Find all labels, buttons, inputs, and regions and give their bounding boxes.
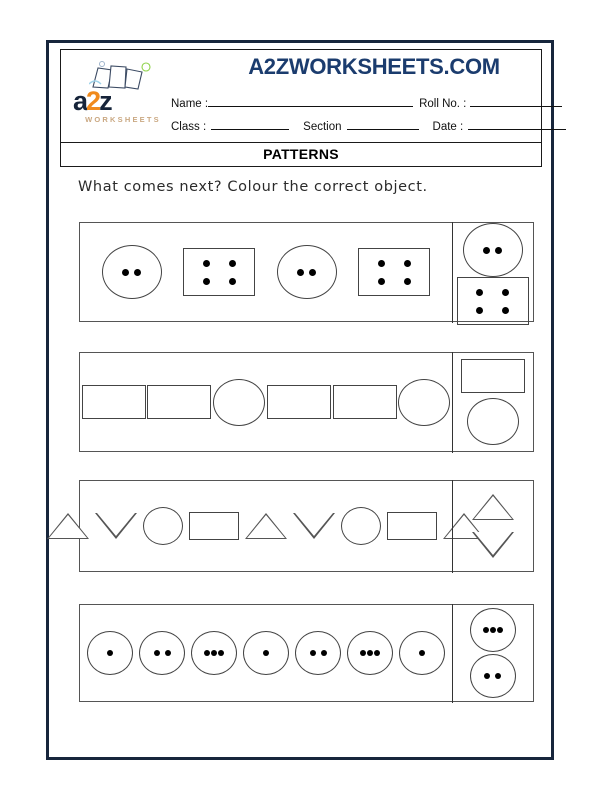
dot-group (204, 650, 225, 656)
pattern-dot (378, 278, 385, 285)
dot-group (359, 249, 429, 295)
pattern-row (79, 480, 534, 572)
dot-group (360, 650, 381, 656)
pattern-circle (191, 631, 237, 675)
answer-options (452, 223, 533, 321)
dot-group (263, 650, 269, 656)
pattern-dot (404, 278, 411, 285)
dot-group (458, 278, 528, 324)
pattern-circle (143, 507, 183, 545)
pattern-rectangle (82, 385, 146, 419)
pattern-dot (374, 650, 380, 656)
answer-options (452, 605, 533, 701)
pattern-triangle-up (47, 513, 89, 539)
pattern-circle (399, 631, 445, 675)
pattern-triangle-down[interactable] (472, 532, 514, 558)
dot-group (419, 650, 425, 656)
pattern-dot (218, 650, 224, 656)
pattern-circle (139, 631, 185, 675)
name-label: Name : (171, 98, 209, 110)
pattern-dot (483, 627, 489, 633)
pattern-rectangle[interactable] (457, 277, 529, 325)
dot-group (184, 249, 254, 295)
pattern-sequence (80, 353, 452, 451)
pattern-dot (367, 650, 373, 656)
worksheet-header (60, 49, 542, 143)
dot-group (482, 673, 504, 679)
pattern-sequence (80, 481, 452, 571)
pattern-dot (203, 260, 210, 267)
pattern-dot (154, 650, 160, 656)
pattern-rectangle (333, 385, 397, 419)
name-input-line[interactable] (208, 94, 413, 107)
pattern-dot (165, 650, 171, 656)
pattern-dot (476, 289, 483, 296)
pattern-dot (134, 269, 141, 276)
dot-group (120, 269, 144, 276)
pattern-circle (102, 245, 162, 299)
pattern-dot (483, 247, 490, 254)
site-title: A2ZWORKSHEETS.COM (248, 54, 500, 79)
name-roll-row (171, 94, 541, 116)
worksheet-page (46, 40, 554, 760)
pattern-circle (347, 631, 393, 675)
pattern-dot (404, 260, 411, 267)
page-title: PATTERNS (263, 146, 339, 162)
pattern-circle (243, 631, 289, 675)
worksheet-title-bar (60, 142, 542, 167)
dot-group (295, 269, 319, 276)
a2z-logo (67, 60, 175, 134)
pattern-dot (495, 247, 502, 254)
pattern-rectangle (189, 512, 239, 540)
pattern-rectangle[interactable] (461, 359, 525, 393)
dot-group (107, 650, 113, 656)
pattern-circle (87, 631, 133, 675)
worksheet-sheet (52, 46, 550, 756)
class-section-date-row (171, 117, 541, 139)
pattern-triangle-up (245, 513, 287, 539)
pattern-circle[interactable] (463, 223, 523, 277)
pattern-dot (502, 307, 509, 314)
pattern-circle[interactable] (467, 398, 519, 445)
dot-group (307, 650, 329, 656)
pattern-dot (211, 650, 217, 656)
pattern-rectangle (183, 248, 255, 296)
pattern-dot (297, 269, 304, 276)
pattern-circle (277, 245, 337, 299)
dot-group (481, 247, 505, 254)
answer-options (452, 353, 533, 451)
dot-group (482, 627, 503, 633)
pattern-dot (309, 269, 316, 276)
instruction-text: What comes next? Colour the correct object. (78, 179, 428, 195)
pattern-rectangle (358, 248, 430, 296)
pattern-circle (213, 379, 265, 426)
pattern-dot (229, 278, 236, 285)
pattern-sequence (80, 605, 452, 701)
pattern-dot (476, 307, 483, 314)
pattern-dot (490, 627, 496, 633)
pattern-dot (378, 260, 385, 267)
pattern-sequence (80, 223, 452, 321)
section-label: Section (303, 121, 342, 133)
pattern-dot (107, 650, 113, 656)
pattern-dot (495, 673, 501, 679)
class-input-line[interactable] (211, 117, 289, 130)
pattern-row (79, 604, 534, 702)
pattern-dot (203, 278, 210, 285)
pattern-row (79, 352, 534, 452)
roll-input-line[interactable] (470, 94, 562, 107)
logo-letter-z: z (99, 86, 111, 116)
logo-wordmark (73, 88, 173, 115)
pattern-circle[interactable] (470, 608, 516, 652)
pattern-dot (321, 650, 327, 656)
pattern-circle (398, 379, 450, 426)
pattern-circle (341, 507, 381, 545)
date-input-line[interactable] (468, 117, 566, 130)
pattern-rectangle (387, 512, 437, 540)
pattern-dot (310, 650, 316, 656)
roll-label: Roll No. : (419, 98, 467, 110)
pattern-dot (263, 650, 269, 656)
pattern-circle[interactable] (470, 654, 516, 698)
class-label: Class : (171, 121, 207, 133)
pattern-rectangle (147, 385, 211, 419)
pattern-dot (484, 673, 490, 679)
pattern-triangle-up[interactable] (472, 494, 514, 520)
pattern-dot (204, 650, 210, 656)
section-input-line[interactable] (347, 117, 419, 130)
dot-group (151, 650, 173, 656)
pattern-dot (497, 627, 503, 633)
pattern-triangle-down (293, 513, 335, 539)
logo-subtitle: WORKSHEETS (85, 115, 161, 124)
date-label: Date : (432, 121, 464, 133)
pattern-dot (360, 650, 366, 656)
answer-options (452, 481, 533, 571)
pattern-circle (295, 631, 341, 675)
pattern-row (79, 222, 534, 322)
pattern-dot (502, 289, 509, 296)
pattern-dot (229, 260, 236, 267)
pattern-rectangle (267, 385, 331, 419)
pattern-dot (122, 269, 129, 276)
pattern-triangle-down (95, 513, 137, 539)
logo-letter-a: a (73, 86, 87, 116)
pattern-dot (419, 650, 425, 656)
logo-letter-2: 2 (86, 86, 100, 116)
